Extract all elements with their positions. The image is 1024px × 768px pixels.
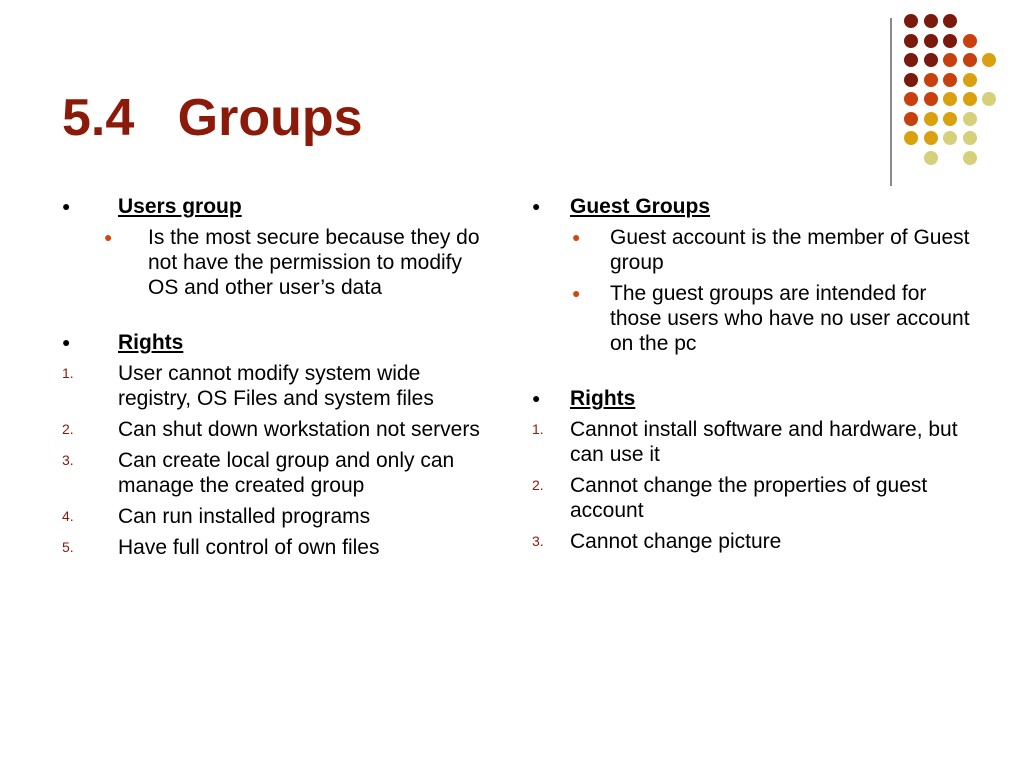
guest-groups-heading: Guest Groups — [570, 195, 711, 218]
rights-heading: Rights — [570, 387, 636, 410]
list-number: 5. — [62, 539, 74, 555]
list-item-text: The guest groups are intended for those users who have no user account on the pc — [610, 282, 970, 355]
decorative-dot — [904, 53, 918, 67]
decorative-dot — [943, 53, 957, 67]
list-item-text: Can shut down workstation not servers — [118, 418, 480, 441]
list-item — [532, 473, 972, 523]
list-item — [62, 330, 492, 355]
list-item — [62, 361, 492, 411]
decorative-dot — [904, 92, 918, 106]
list-number: 4. — [62, 508, 74, 524]
list-item-text: Cannot change picture — [570, 530, 782, 553]
decorative-dot — [963, 53, 977, 67]
list-number: 3. — [62, 452, 74, 468]
decorative-dot — [904, 34, 918, 48]
bullet-icon: ● — [104, 229, 113, 245]
list-item — [62, 535, 492, 560]
list-item — [532, 225, 972, 275]
divider-line — [890, 18, 892, 186]
list-item — [532, 386, 972, 411]
list-item — [62, 504, 492, 529]
list-item-text: Guest account is the member of Guest group — [610, 226, 970, 274]
list-item-text: Can create local group and only can manage the created group — [118, 449, 455, 497]
left-column — [62, 194, 492, 566]
decorative-dot — [963, 131, 977, 145]
bullet-icon: ● — [572, 285, 581, 301]
decorative-dot — [924, 92, 938, 106]
decorative-dot — [943, 131, 957, 145]
bullet-icon: ● — [532, 390, 541, 406]
decorative-dot — [924, 14, 938, 28]
list-item-text: Cannot install software and hardware, but can use it — [570, 418, 958, 466]
decorative-dot — [982, 53, 996, 67]
list-item — [62, 448, 492, 498]
decorative-dot — [924, 151, 938, 165]
list-number: 3. — [532, 533, 544, 549]
decorative-dot — [943, 92, 957, 106]
decorative-dot — [924, 131, 938, 145]
bullet-icon: ● — [62, 198, 71, 214]
list-item-text: Is the most secure because they do not have the permission to modify OS and other user’s data — [148, 226, 480, 299]
right-column — [532, 194, 972, 560]
decorative-dot — [943, 73, 957, 87]
list-number: 2. — [62, 421, 74, 437]
slide-title: 5.4 Groups — [62, 89, 363, 147]
list-item — [62, 417, 492, 442]
list-item — [62, 194, 492, 219]
decorative-dot — [924, 53, 938, 67]
decorative-dot — [943, 14, 957, 28]
list-item — [532, 529, 972, 554]
decorative-dot — [904, 131, 918, 145]
users-group-heading: Users group — [118, 195, 242, 218]
list-item — [532, 281, 972, 356]
decorative-dot — [982, 92, 996, 106]
list-number: 1. — [62, 365, 74, 381]
decorative-dot — [924, 34, 938, 48]
decorative-dot — [963, 34, 977, 48]
decorative-dot — [963, 73, 977, 87]
rights-heading: Rights — [118, 331, 184, 354]
list-item — [532, 417, 972, 467]
list-item-text: Have full control of own files — [118, 536, 380, 559]
bullet-icon: ● — [532, 198, 541, 214]
list-number: 2. — [532, 477, 544, 493]
decorative-dot — [904, 73, 918, 87]
decorative-dot — [943, 112, 957, 126]
decorative-dot — [943, 34, 957, 48]
decorative-dot — [924, 112, 938, 126]
decorative-dot — [963, 92, 977, 106]
decorative-dot — [963, 151, 977, 165]
decorative-dot — [904, 14, 918, 28]
decorative-dot — [904, 112, 918, 126]
bullet-icon: ● — [572, 229, 581, 245]
bullet-icon: ● — [62, 334, 71, 350]
list-item-text: Cannot change the properties of guest account — [570, 474, 928, 522]
list-item — [532, 194, 972, 219]
list-number: 1. — [532, 421, 544, 437]
decorative-dot-grid — [904, 14, 1014, 174]
decorative-dot — [924, 73, 938, 87]
list-item-text: User cannot modify system wide registry, OS Files and system files — [118, 362, 434, 410]
decorative-dot — [963, 112, 977, 126]
list-item-text: Can run installed programs — [118, 505, 371, 528]
list-item — [62, 225, 492, 300]
